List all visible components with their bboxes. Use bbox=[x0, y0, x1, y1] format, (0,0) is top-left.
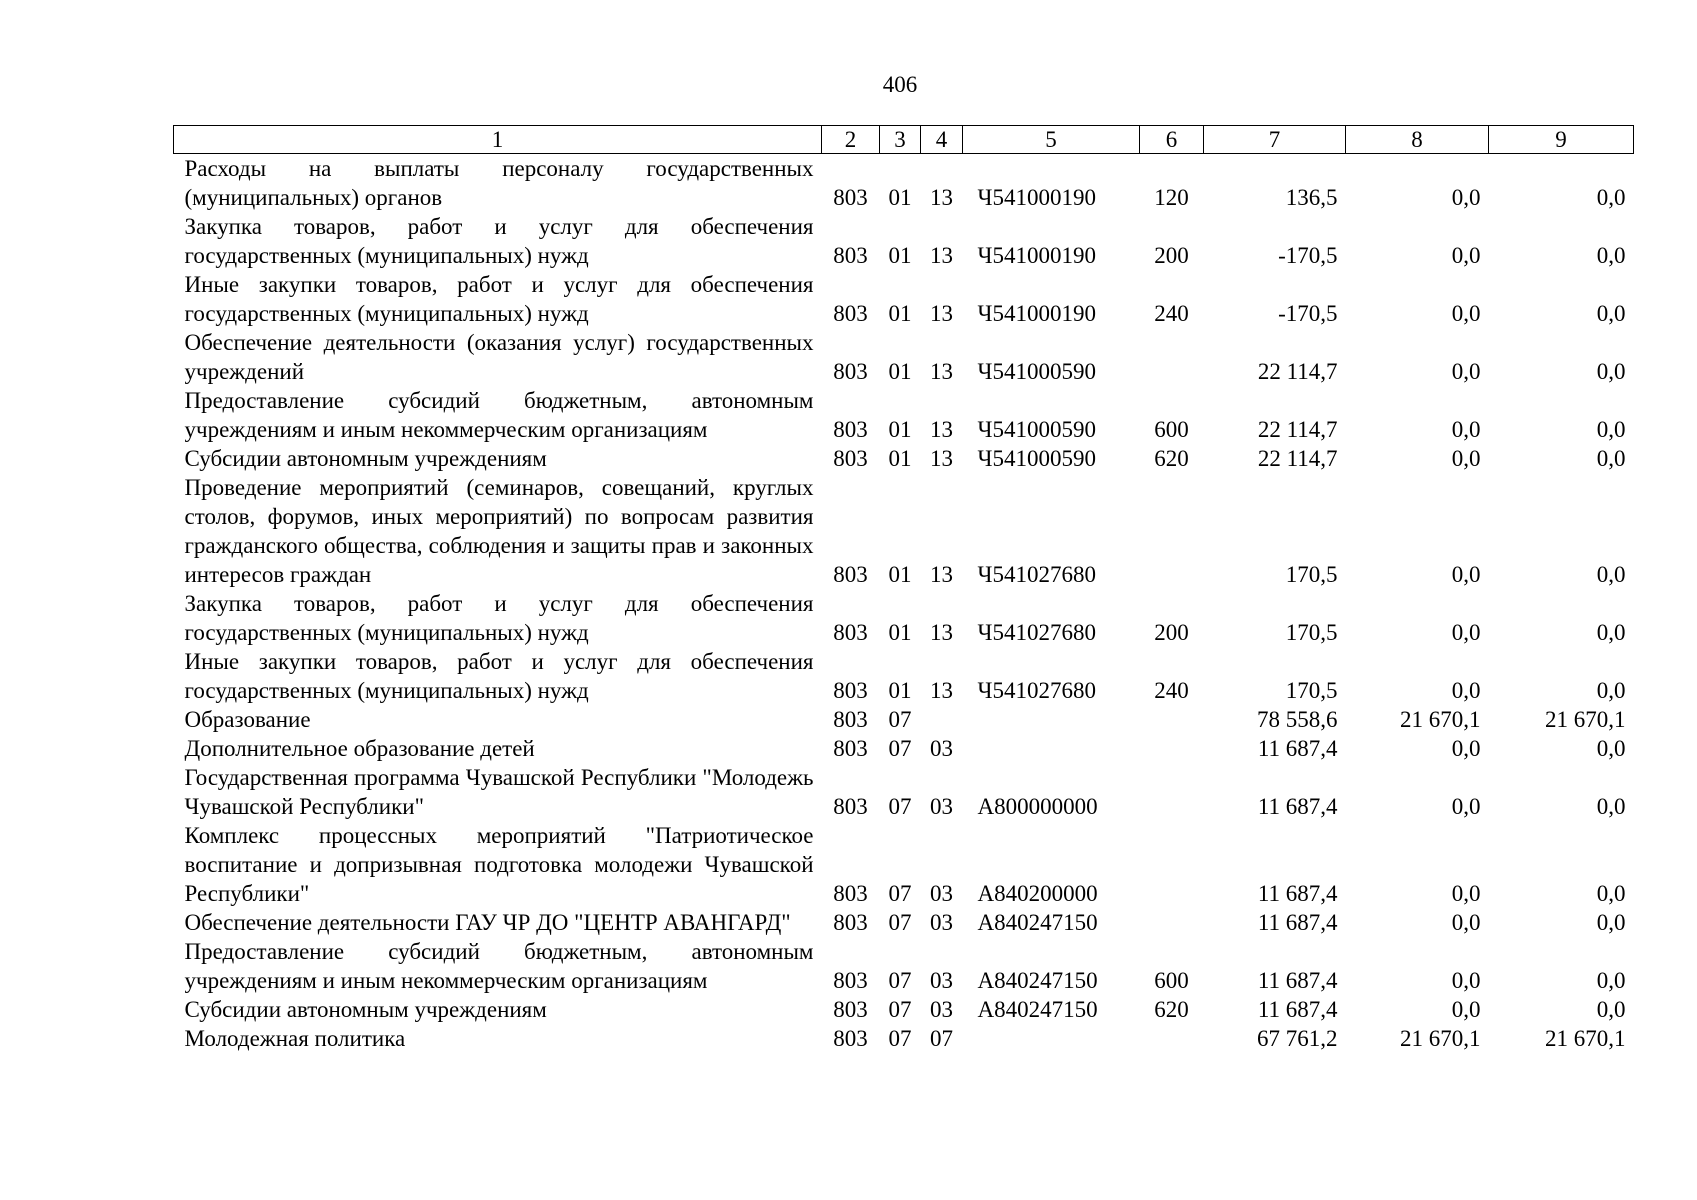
row-pr: 07 bbox=[930, 1026, 953, 1051]
row-sum-1: 11 687,4 bbox=[1257, 997, 1338, 1022]
table-row bbox=[174, 328, 1634, 386]
row-sum-2: 0,0 bbox=[1451, 620, 1481, 645]
row-sum-2: 0,0 bbox=[1451, 997, 1481, 1022]
row-sum-3: 0,0 bbox=[1596, 997, 1626, 1022]
row-sum-1: 22 114,7 bbox=[1257, 359, 1338, 384]
row-csr: А840200000 bbox=[977, 881, 1098, 906]
row-gr: 803 bbox=[833, 301, 868, 326]
row-sum-1: 22 114,7 bbox=[1257, 446, 1338, 471]
row-name: Комплекс процессных мероприятий "Патриотическое воспитание и допризывная подготовка молодежи Чувашской Республики" bbox=[184, 823, 814, 906]
row-sum-3: 0,0 bbox=[1596, 446, 1626, 471]
row-sum-3: 0,0 bbox=[1596, 910, 1626, 935]
row-sum-1: 170,5 bbox=[1285, 562, 1338, 587]
row-vr bbox=[1140, 1024, 1204, 1053]
row-pr bbox=[921, 705, 963, 734]
row-name: Предоставление субсидий бюджетным, автономным учреждениям и иным некоммерческим организациям bbox=[184, 939, 814, 993]
row-gr: 803 bbox=[833, 243, 868, 268]
row-csr: А840247150 bbox=[977, 910, 1098, 935]
row-sum-3: 21 670,1 bbox=[1545, 1026, 1626, 1051]
table-row bbox=[174, 908, 1634, 937]
row-sum-3: 0,0 bbox=[1596, 359, 1626, 384]
table-row bbox=[174, 386, 1634, 444]
row-rz: 07 bbox=[888, 736, 912, 761]
row-csr bbox=[963, 705, 1140, 734]
row-sum-1: -170,5 bbox=[1278, 301, 1338, 326]
row-gr: 803 bbox=[833, 968, 868, 993]
row-sum-3: 0,0 bbox=[1596, 968, 1626, 993]
row-csr: А840247150 bbox=[977, 997, 1098, 1022]
row-csr: Ч541027680 bbox=[977, 678, 1096, 703]
row-name: Субсидии автономным учреждениям bbox=[184, 997, 547, 1022]
row-name: Предоставление субсидий бюджетным, автономным учреждениям и иным некоммерческим организациям bbox=[184, 388, 814, 442]
row-pr: 13 bbox=[930, 446, 953, 471]
row-csr: Ч541027680 bbox=[977, 620, 1096, 645]
column-header-1: 1 bbox=[174, 126, 822, 154]
page-number: 406 bbox=[882, 72, 918, 97]
row-rz: 07 bbox=[888, 910, 912, 935]
row-sum-1: 11 687,4 bbox=[1257, 881, 1338, 906]
row-pr: 03 bbox=[930, 881, 953, 906]
row-sum-3: 0,0 bbox=[1596, 301, 1626, 326]
row-vr: 600 bbox=[1154, 968, 1189, 993]
row-sum-1: 78 558,6 bbox=[1257, 707, 1338, 732]
row-rz: 01 bbox=[888, 301, 912, 326]
row-rz: 01 bbox=[888, 417, 912, 442]
column-header-5: 5 bbox=[963, 126, 1140, 154]
row-sum-2: 0,0 bbox=[1451, 736, 1481, 761]
column-header-3: 3 bbox=[880, 126, 921, 154]
row-rz: 07 bbox=[888, 997, 912, 1022]
row-vr: 200 bbox=[1154, 620, 1189, 645]
table-row bbox=[174, 473, 1634, 589]
row-gr: 803 bbox=[833, 794, 868, 819]
row-sum-3: 0,0 bbox=[1596, 562, 1626, 587]
row-sum-1: 170,5 bbox=[1285, 678, 1338, 703]
row-gr: 803 bbox=[833, 359, 868, 384]
row-rz: 01 bbox=[888, 446, 912, 471]
row-csr: Ч541000190 bbox=[977, 243, 1096, 268]
column-header-6: 6 bbox=[1140, 126, 1204, 154]
row-sum-2: 0,0 bbox=[1451, 794, 1481, 819]
row-csr: Ч541000590 bbox=[977, 359, 1096, 384]
row-gr: 803 bbox=[833, 997, 868, 1022]
row-sum-1: 11 687,4 bbox=[1257, 910, 1338, 935]
row-name: Образование bbox=[184, 707, 311, 732]
row-sum-3: 0,0 bbox=[1596, 417, 1626, 442]
row-vr bbox=[1140, 705, 1204, 734]
row-pr: 03 bbox=[930, 968, 953, 993]
row-vr bbox=[1140, 734, 1204, 763]
row-sum-3: 0,0 bbox=[1596, 620, 1626, 645]
row-name: Закупка товаров, работ и услуг для обеспечения государственных (муниципальных) нужд bbox=[184, 591, 814, 645]
row-sum-3: 0,0 bbox=[1596, 678, 1626, 703]
table-row bbox=[174, 154, 1634, 213]
row-sum-1: 67 761,2 bbox=[1257, 1026, 1338, 1051]
table-row bbox=[174, 705, 1634, 734]
row-sum-1: 11 687,4 bbox=[1257, 968, 1338, 993]
row-sum-1: 136,5 bbox=[1285, 185, 1338, 210]
row-csr: Ч541027680 bbox=[977, 562, 1096, 587]
row-sum-2: 0,0 bbox=[1451, 359, 1481, 384]
row-sum-1: 11 687,4 bbox=[1257, 794, 1338, 819]
row-pr: 03 bbox=[930, 794, 953, 819]
table-row bbox=[174, 734, 1634, 763]
row-vr: 240 bbox=[1154, 301, 1189, 326]
table-row bbox=[174, 589, 1634, 647]
table-body bbox=[174, 154, 1634, 1054]
row-rz: 07 bbox=[888, 881, 912, 906]
row-sum-1: -170,5 bbox=[1278, 243, 1338, 268]
row-rz: 01 bbox=[888, 185, 912, 210]
row-pr: 13 bbox=[930, 301, 953, 326]
table-row bbox=[174, 647, 1634, 705]
row-pr: 03 bbox=[930, 910, 953, 935]
table-row bbox=[174, 937, 1634, 995]
row-pr: 13 bbox=[930, 359, 953, 384]
row-pr: 13 bbox=[930, 185, 953, 210]
row-sum-2: 0,0 bbox=[1451, 968, 1481, 993]
row-gr: 803 bbox=[833, 185, 868, 210]
row-sum-3: 0,0 bbox=[1596, 185, 1626, 210]
column-header-8: 8 bbox=[1346, 126, 1489, 154]
row-sum-2: 0,0 bbox=[1451, 417, 1481, 442]
row-pr: 03 bbox=[930, 997, 953, 1022]
row-gr: 803 bbox=[833, 736, 868, 761]
column-header-7: 7 bbox=[1204, 126, 1346, 154]
row-vr bbox=[1140, 763, 1204, 821]
row-pr: 13 bbox=[930, 417, 953, 442]
row-sum-2: 0,0 bbox=[1451, 881, 1481, 906]
row-csr: Ч541000590 bbox=[977, 446, 1096, 471]
row-vr: 120 bbox=[1154, 185, 1189, 210]
table-header bbox=[174, 126, 1634, 154]
row-sum-1: 170,5 bbox=[1285, 620, 1338, 645]
row-vr: 240 bbox=[1154, 678, 1189, 703]
row-vr bbox=[1140, 473, 1204, 589]
row-sum-2: 21 670,1 bbox=[1400, 707, 1481, 732]
row-csr: Ч541000190 bbox=[977, 185, 1096, 210]
row-csr bbox=[963, 734, 1140, 763]
row-sum-2: 21 670,1 bbox=[1400, 1026, 1481, 1051]
row-sum-2: 0,0 bbox=[1451, 446, 1481, 471]
row-sum-2: 0,0 bbox=[1451, 910, 1481, 935]
row-sum-2: 0,0 bbox=[1451, 562, 1481, 587]
table-row bbox=[174, 821, 1634, 908]
table-row bbox=[174, 212, 1634, 270]
row-rz: 01 bbox=[888, 359, 912, 384]
header-row bbox=[174, 126, 1634, 154]
row-name: Иные закупки товаров, работ и услуг для обеспечения государственных (муниципальных) нужд bbox=[184, 272, 814, 326]
row-gr: 803 bbox=[833, 910, 868, 935]
row-pr: 13 bbox=[930, 620, 953, 645]
row-sum-3: 0,0 bbox=[1596, 881, 1626, 906]
row-pr: 03 bbox=[930, 736, 953, 761]
row-sum-1: 22 114,7 bbox=[1257, 417, 1338, 442]
row-sum-2: 0,0 bbox=[1451, 678, 1481, 703]
row-sum-2: 0,0 bbox=[1451, 185, 1481, 210]
row-name: Проведение мероприятий (семинаров, совещаний, круглых столов, форумов, иных мероприятий) по вопросам развития гражданского общества, соблюдения и защиты прав и законных интересов граждан bbox=[184, 475, 814, 587]
row-sum-3: 0,0 bbox=[1596, 736, 1626, 761]
row-name: Молодежная политика bbox=[184, 1026, 406, 1051]
row-rz: 07 bbox=[888, 968, 912, 993]
row-vr: 620 bbox=[1154, 997, 1189, 1022]
table-row bbox=[174, 1024, 1634, 1053]
row-csr: А800000000 bbox=[977, 794, 1098, 819]
row-name: Обеспечение деятельности ГАУ ЧР ДО "ЦЕНТР АВАНГАРД" bbox=[184, 910, 791, 935]
row-vr: 620 bbox=[1154, 446, 1189, 471]
row-csr: Ч541000190 bbox=[977, 301, 1096, 326]
row-sum-2: 0,0 bbox=[1451, 243, 1481, 268]
row-gr: 803 bbox=[833, 881, 868, 906]
row-vr bbox=[1140, 821, 1204, 908]
row-vr: 600 bbox=[1154, 417, 1189, 442]
row-vr: 200 bbox=[1154, 243, 1189, 268]
row-csr bbox=[963, 1024, 1140, 1053]
row-pr: 13 bbox=[930, 678, 953, 703]
row-name: Обеспечение деятельности (оказания услуг) государственных учреждений bbox=[184, 330, 814, 384]
row-gr: 803 bbox=[833, 620, 868, 645]
table-row bbox=[174, 995, 1634, 1024]
row-rz: 01 bbox=[888, 243, 912, 268]
row-rz: 07 bbox=[888, 794, 912, 819]
row-pr: 13 bbox=[930, 562, 953, 587]
row-csr: А840247150 bbox=[977, 968, 1098, 993]
table-row bbox=[174, 270, 1634, 328]
row-gr: 803 bbox=[833, 562, 868, 587]
row-sum-2: 0,0 bbox=[1451, 301, 1481, 326]
column-header-9: 9 bbox=[1489, 126, 1634, 154]
row-gr: 803 bbox=[833, 678, 868, 703]
row-rz: 07 bbox=[888, 1026, 912, 1051]
row-gr: 803 bbox=[833, 1026, 868, 1051]
row-gr: 803 bbox=[833, 446, 868, 471]
row-gr: 803 bbox=[833, 707, 868, 732]
row-sum-3: 21 670,1 bbox=[1545, 707, 1626, 732]
row-rz: 01 bbox=[888, 562, 912, 587]
table-row bbox=[174, 763, 1634, 821]
column-header-4: 4 bbox=[921, 126, 963, 154]
row-name: Расходы на выплаты персоналу государственных (муниципальных) органов bbox=[184, 156, 814, 210]
row-sum-1: 11 687,4 bbox=[1257, 736, 1338, 761]
column-header-2: 2 bbox=[822, 126, 880, 154]
row-name: Государственная программа Чувашской Республики "Молодежь Чувашской Республики" bbox=[184, 765, 814, 819]
row-vr bbox=[1140, 908, 1204, 937]
row-rz: 07 bbox=[888, 707, 912, 732]
row-pr: 13 bbox=[930, 243, 953, 268]
row-name: Субсидии автономным учреждениям bbox=[184, 446, 547, 471]
row-csr: Ч541000590 bbox=[977, 417, 1096, 442]
row-rz: 01 bbox=[888, 620, 912, 645]
budget-table bbox=[173, 125, 1634, 1053]
row-sum-3: 0,0 bbox=[1596, 243, 1626, 268]
row-name: Дополнительное образование детей bbox=[184, 736, 535, 761]
row-name: Иные закупки товаров, работ и услуг для обеспечения государственных (муниципальных) нужд bbox=[184, 649, 814, 703]
row-name: Закупка товаров, работ и услуг для обеспечения государственных (муниципальных) нужд bbox=[184, 214, 814, 268]
row-sum-3: 0,0 bbox=[1596, 794, 1626, 819]
row-vr bbox=[1140, 328, 1204, 386]
table-row bbox=[174, 444, 1634, 473]
row-gr: 803 bbox=[833, 417, 868, 442]
row-rz: 01 bbox=[888, 678, 912, 703]
